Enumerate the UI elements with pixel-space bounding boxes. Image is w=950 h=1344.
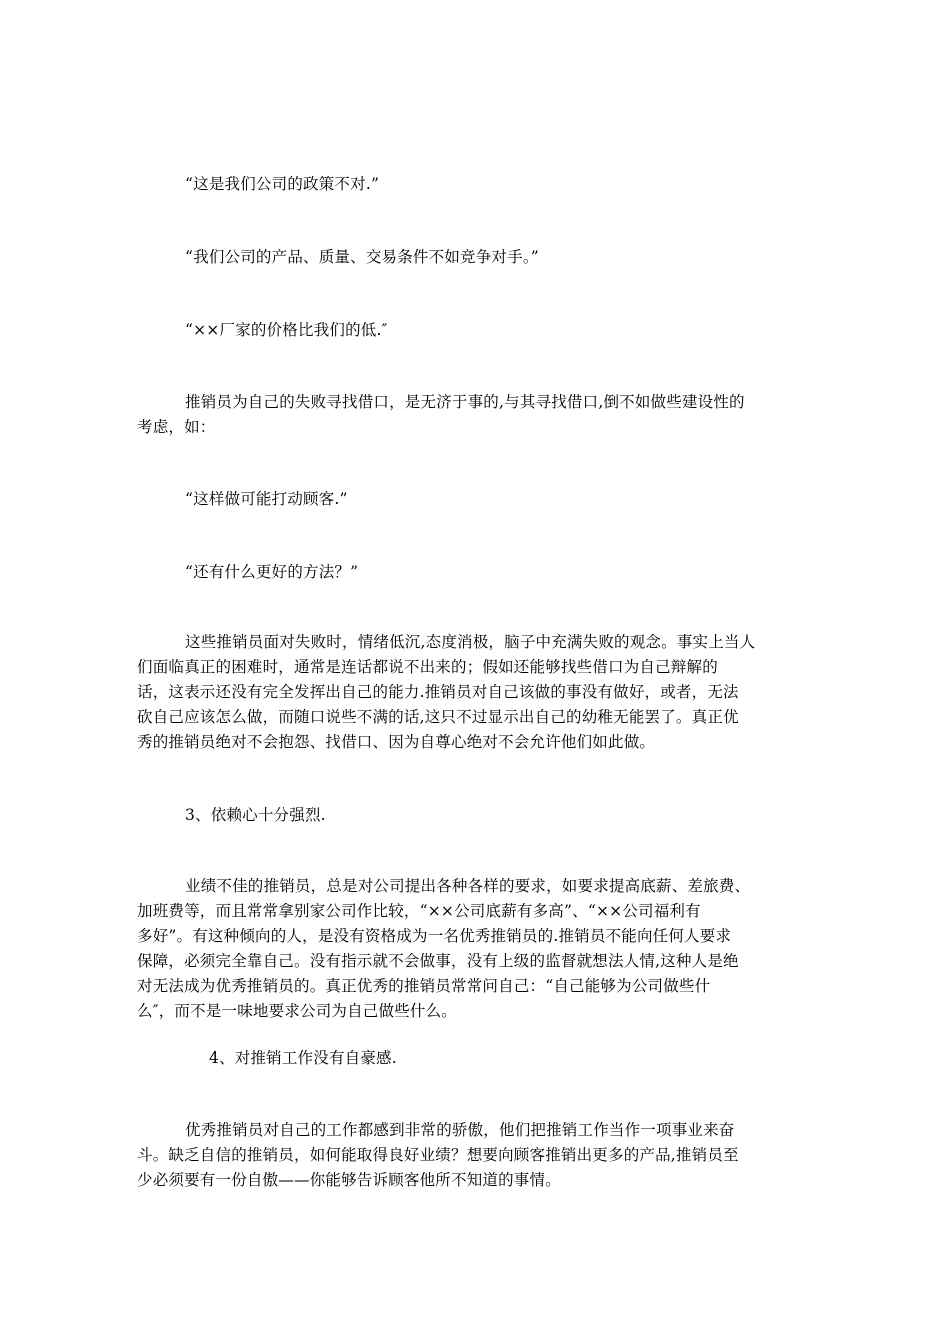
quote-line-3: “××厂家的价格比我们的低.″ — [185, 321, 388, 339]
paragraph-line: 么″，而不是一味地要求公司为自己做些什么。 — [137, 1002, 457, 1020]
paragraph-pride — [137, 1118, 817, 1193]
quote-line-2: “我们公司的产品、质量、交易条件不如竞争对手。” — [185, 248, 539, 266]
paragraph-line: 推销员为自己的失败寻找借口，是无济于事的,与其寻找借口,倒不如做些建设性的 — [185, 393, 745, 411]
quote-line-5: “还有什么更好的方法？” — [185, 563, 359, 581]
paragraph-line: 多好”。有这种倾向的人，是没有资格成为一名优秀推销员的.推销员不能向任何人要求 — [137, 927, 732, 945]
paragraph-line: 加班费等，而且常常拿别家公司作比较，“××公司底薪有多高”、“××公司福利有 — [137, 902, 701, 920]
paragraph-line: 考虑，如： — [137, 418, 216, 436]
paragraph-line: 保障，必须完全靠自己。没有指示就不会做事，没有上级的监督就想法人情,这种人是绝 — [137, 952, 739, 970]
paragraph-line: 业绩不佳的推销员，总是对公司提出各种各样的要求，如要求提高底薪、差旅费、 — [185, 877, 751, 895]
paragraph-line: 们面临真正的困难时，通常是连话都说不出来的；假如还能够找些借口为自己辩解的 — [137, 658, 718, 676]
paragraph-failure — [137, 630, 817, 755]
quote-line-4: “这样做可能打动顾客.” — [185, 490, 348, 508]
paragraph-line: 这些推销员面对失败时，情绪低沉,态度消极，脑子中充满失败的观念。事实上当人 — [185, 633, 756, 651]
paragraph-line: 少必须要有一份自傲——你能够告诉顾客他所不知道的事情。 — [137, 1171, 561, 1189]
paragraph-line: 秀的推销员绝对不会抱怨、找借口、因为自尊心绝对不会允许他们如此做。 — [137, 733, 656, 751]
paragraph-line: 话，这表示还没有完全发挥出自己的能力.推销员对自己该做的事没有做好，或者，无法 — [137, 683, 739, 701]
paragraph-line: 斗。缺乏自信的推销员，如何能取得良好业绩？想要向顾客推销出更多的产品,推销员至 — [137, 1146, 739, 1164]
paragraph-line: 砍自己应该怎么做，而随口说些不满的话,这只不过显示出自己的幼稚无能罢了。真正优 — [137, 708, 739, 726]
paragraph-dependence — [137, 874, 817, 1024]
paragraph-line: 优秀推销员对自己的工作都感到非常的骄傲，他们把推销工作当作一项事业来奋 — [185, 1121, 735, 1139]
section-heading-3: 3、依赖心十分强烈. — [185, 806, 326, 824]
section-heading-4: 4、对推销工作没有自豪感. — [209, 1049, 397, 1067]
paragraph-line: 对无法成为优秀推销员的。真正优秀的推销员常常问自己：“自己能够为公司做些什 — [137, 977, 711, 995]
paragraph-excuses — [137, 390, 817, 440]
quote-line-1: “这是我们公司的政策不对.” — [185, 175, 380, 193]
